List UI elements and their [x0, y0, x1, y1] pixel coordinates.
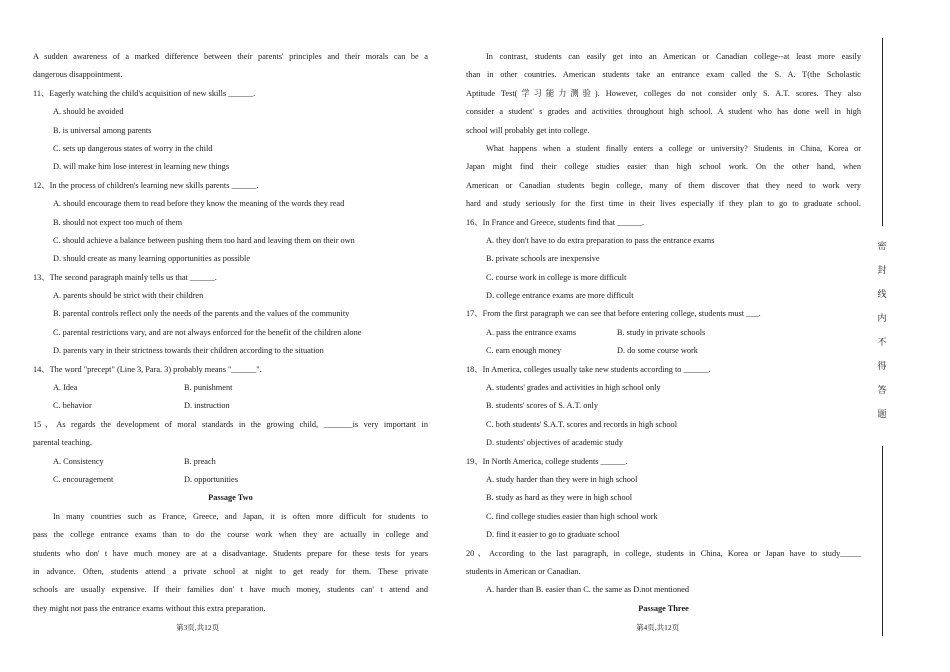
- answer-option: D. opportunities: [184, 474, 238, 484]
- left-page-column: [33, 48, 428, 618]
- answer-option: D. will make him lose interest in learning new things: [53, 162, 230, 172]
- answer-option: C. parental restrictions vary, and are not always enforced for the benefit of the children alone: [53, 327, 362, 337]
- answer-option: A. parents should be strict with their children: [53, 291, 204, 301]
- text-line: 15、As regards the development of moral standards in the growing child, _______is very important in: [33, 419, 428, 429]
- text-line: students in American or Canadian.: [466, 566, 581, 576]
- answer-option: A. should encourage them to read before they know the meaning of the words they read: [53, 199, 345, 209]
- text-line: schools are usually expensive. If their families don' t have much money, students can' t attend and: [33, 585, 428, 595]
- answer-option: C. behavior: [53, 401, 92, 411]
- text-line: 17、From the first paragraph we can see that before entering college, students must ___.: [466, 309, 761, 319]
- answer-option: A. pass the entrance exams: [486, 327, 577, 337]
- text-line: 13、The second paragraph mainly tells us that ______.: [33, 272, 217, 282]
- page-number-right: 第4页,共12页: [636, 623, 680, 632]
- answer-option: C. find college studies easier than high school work: [486, 511, 658, 521]
- text-line: hard and study seriously for the first time in their lives especially if they plan to go to graduate school.: [466, 199, 861, 209]
- answer-option: D. parents vary in their strictness towards their children according to the situation: [53, 346, 324, 356]
- answer-option: B. preach: [184, 456, 216, 466]
- answer-options-row: [33, 379, 428, 397]
- text-line: students who don' t have much money are at a disadvantage. Students prepare for these tests for years: [33, 548, 428, 558]
- answer-option: A. students' grades and activities in high school only: [486, 383, 661, 393]
- seal-char: 内: [877, 313, 887, 323]
- answer-options-row: [466, 324, 861, 342]
- seal-char: 不: [877, 337, 887, 347]
- answer-option: D. students' objectives of academic study: [486, 438, 623, 448]
- answer-option: B. students' scores of S. A.T. only: [486, 401, 598, 411]
- text-line: In many countries such as France, Greece, and Japan, it is often more difficult for students to: [53, 511, 428, 521]
- answer-option: B. study as hard as they were in high school: [486, 493, 633, 503]
- seal-char: 封: [877, 265, 887, 275]
- answer-option: C. earn enough money: [486, 346, 562, 356]
- seal-char: 得: [877, 361, 887, 371]
- passage-title: Passage Two: [208, 493, 253, 503]
- answer-option: A. harder than B. easier than C. the same as D.not mentioned: [486, 585, 689, 595]
- answer-options-row: [33, 471, 428, 489]
- text-line: pass the college entrance exams than to do the course work when they are actually in college and: [33, 530, 428, 540]
- answer-option: D. find it easier to go to graduate school: [486, 530, 620, 540]
- answer-option: C. sets up dangerous states of worry in the child: [53, 143, 213, 153]
- answer-option: C. encouragement: [53, 474, 114, 484]
- text-line: Aptitude Test(学习能力测验). However, colleges do not consider only S. A.T. scores. They also: [466, 88, 861, 98]
- answer-option: B. punishment: [184, 383, 233, 393]
- answer-option: B. should not expect too much of them: [53, 217, 183, 227]
- text-line: In contrast, students can easily get into an American or Canadian college--at least more easily: [486, 52, 861, 61]
- text-line: 14、The word "precept" (Line 3, Para. 3) probably means "______".: [33, 364, 262, 374]
- text-line: than in other countries. American students take an entrance exam called the S. A. T(the Scholastic: [466, 70, 861, 80]
- passage-title: Passage Three: [638, 603, 689, 613]
- seal-line-bottom: [882, 446, 883, 636]
- text-line: 20、According to the last paragraph, in college, students in China, Korea or Japan have to study_____: [466, 548, 861, 558]
- answer-options-row: [33, 453, 428, 471]
- seal-char: 密: [877, 241, 887, 251]
- text-line: A sudden awareness of a marked difference between their parents' principles and their morals can be a: [33, 52, 428, 61]
- answer-option: D. instruction: [184, 401, 230, 411]
- answer-option: C. should achieve a balance between pushing them too hard and leaving them on their own: [53, 235, 355, 245]
- text-line: parental teaching.: [33, 438, 92, 448]
- answer-option: B. private schools are inexpensive: [486, 254, 600, 264]
- seal-char: 线: [877, 289, 887, 299]
- text-line: American or Canadian students begin college, many of them discover that they need to work very: [466, 180, 861, 190]
- seal-line-top: [882, 38, 883, 226]
- text-line: consider a student' s grades and activities throughout high school. A student who has done well in high: [466, 107, 861, 117]
- answer-option: B. study in private schools: [617, 327, 706, 337]
- text-line: dangerous disappointment.: [33, 70, 123, 80]
- text-line: Japan might find their college studies easier than high school work. On the other hand, when: [466, 162, 861, 172]
- text-line: they might not pass the entrance exams without this extra preparation.: [33, 603, 266, 613]
- text-line: in advance. Often, students attend a private school at night to get ready for them. These private: [33, 566, 428, 576]
- page-number-left: 第3页,共12页: [176, 623, 220, 632]
- answer-option: D. do some course work: [617, 346, 698, 356]
- answer-option: A. they don't have to do extra preparation to pass the entrance exams: [486, 235, 715, 245]
- answer-option: C. course work in college is more difficult: [486, 272, 627, 282]
- text-line: 12、In the process of children's learning new skills parents ______.: [33, 180, 259, 190]
- seal-char: 题: [877, 409, 887, 419]
- answer-option: B. parental controls reflect only the needs of the parents and the values of the community: [53, 309, 350, 319]
- answer-option: A. Consistency: [53, 456, 104, 466]
- text-line: 11、Eagerly watching the child's acquisition of new skills ______.: [33, 88, 256, 98]
- answer-option: B. is universal among parents: [53, 125, 152, 135]
- text-line: 16、In France and Greece, students find that ______.: [466, 217, 645, 227]
- answer-option: D. should create as many learning opportunities as possible: [53, 254, 251, 264]
- answer-option: C. both students' S.A.T. scores and records in high school: [486, 419, 677, 429]
- seal-char: 答: [877, 385, 887, 395]
- answer-option: A. study harder than they were in high school: [486, 474, 638, 484]
- answer-options-row: [466, 342, 861, 360]
- answer-option: D. college entrance exams are more difficult: [486, 291, 634, 301]
- seal-line-notice: [872, 234, 892, 426]
- answer-option: A. should be avoided: [53, 107, 124, 117]
- answer-options-row: [33, 397, 428, 415]
- text-line: school will probably get into college.: [466, 125, 590, 135]
- text-line: 19、In North America, college students ______.: [466, 456, 628, 466]
- text-line: 18、In America, colleges usually take new students according to ______.: [466, 364, 711, 374]
- right-page-column: [466, 48, 861, 618]
- answer-option: A. Idea: [53, 383, 78, 393]
- text-line: What happens when a student finally enters a college or university? Students in China, Korea or: [486, 143, 861, 153]
